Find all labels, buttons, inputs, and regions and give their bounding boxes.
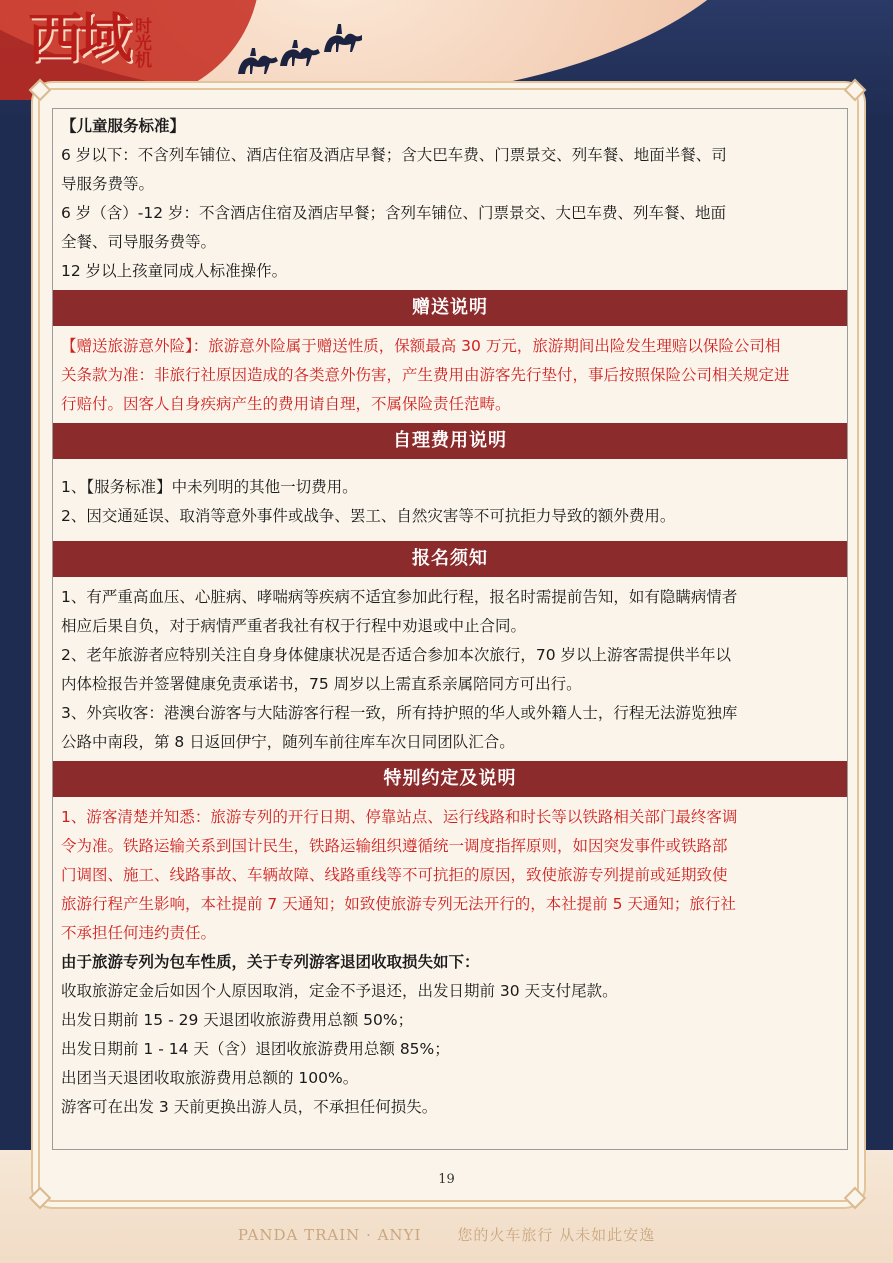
document-body: [53, 108, 847, 1122]
brand-logo: [28, 8, 150, 68]
logo-text: 西域: [28, 6, 128, 70]
section-title-signup: 报名须知: [53, 541, 847, 577]
paragraph-line: 行赔付。因客人自身疾病产生的费用请自理，不属保险责任范畴。: [61, 395, 511, 413]
paragraph-line: 2、老年旅游者应特别关注自身身体健康状况是否适合参加本次旅行，70 岁以上游客需提供半年以: [61, 646, 732, 664]
paragraph-line: 导服务费等。: [61, 175, 155, 193]
paragraph-line: 1、有严重高血压、心脏病、哮喘病等疾病不适宜参加此行程，报名时需提前告知，如有隐瞒病情者: [61, 588, 738, 606]
page-number: 19: [438, 1172, 455, 1187]
footer-brand: PANDA TRAIN · ANYI: [237, 1226, 422, 1244]
paragraph-line: 出发日期前 15 - 29 天退团收旅游费用总额 50%；: [61, 1011, 414, 1029]
paragraph-line: 【赠送旅游意外险】：旅游意外险属于赠送性质，保额最高 30 万元，旅游期间出险发生理赔以保险公司相: [61, 337, 781, 355]
paragraph-line: 出团当天退团收取旅游费用总额的 100%。: [61, 1069, 359, 1087]
paragraph-line: 3、外宾收客：港澳台游客与大陆游客行程一致，所有持护照的华人或外籍人士，行程无法游览独库: [61, 704, 738, 722]
paragraph-line: 令为准。铁路运输关系到国计民生，铁路运输组织遵循统一调度指挥原则，如因突发事件或铁路部: [61, 837, 728, 855]
footer: [0, 1224, 893, 1245]
paragraph-line: 1、游客清楚并知悉：旅游专列的开行日期、停靠站点、运行线路和时长等以铁路相关部门最终客调: [61, 808, 738, 826]
footer-slogan: 您的火车旅行 从未如此安逸: [457, 1226, 656, 1244]
section-title-self-pay: 自理费用说明: [53, 423, 847, 459]
paragraph-line: 6 岁（含）-12 岁：不含酒店住宿及酒店早餐；含列车铺位、门票景交、大巴车费、列车餐、地面: [61, 204, 727, 222]
paragraph-line: 不承担任何违约责任。: [61, 924, 217, 942]
child-standard-heading: 【儿童服务标准】: [61, 117, 186, 135]
paragraph-line: 全餐、司导服务费等。: [61, 233, 217, 251]
paragraph-line: 2、因交通延误、取消等意外事件或战争、罢工、自然灾害等不可抗拒力导致的额外费用。: [61, 507, 676, 525]
camel-caravan-icon: [232, 4, 362, 84]
paragraph-line: 12 岁以上孩童同成人标准操作。: [61, 262, 288, 280]
paragraph-line: 游客可在出发 3 天前更换出游人员，不承担任何损失。: [61, 1098, 438, 1116]
logo-subtitle: 时光机: [131, 17, 151, 68]
paragraph-line: 1、【服务标准】中未列明的其他一切费用。: [61, 478, 358, 496]
paragraph-line: 旅游行程产生影响，本社提前 7 天通知；如致使旅游专列无法开行的，本社提前 5 天通知；旅行社: [61, 895, 736, 913]
paragraph-line: 出发日期前 1 - 14 天（含）退团收旅游费用总额 85%；: [61, 1040, 450, 1058]
refund-policy-heading: 由于旅游专列为包车性质，关于专列游客退团收取损失如下：: [61, 953, 480, 971]
section-title-special: 特别约定及说明: [53, 761, 847, 797]
section-title-gift: 赠送说明: [53, 290, 847, 326]
paragraph-line: 相应后果自负，对于病情严重者我社有权于行程中劝退或中止合同。: [61, 617, 527, 635]
paragraph-line: 收取旅游定金后如因个人原因取消，定金不予退还，出发日期前 30 天支付尾款。: [61, 982, 618, 1000]
paragraph-line: 关条款为准：非旅行社原因造成的各类意外伤害，产生费用由游客先行垫付，事后按照保险公司相关规定进: [61, 366, 790, 384]
paragraph-line: 6 岁以下：不含列车铺位、酒店住宿及酒店早餐；含大巴车费、门票景交、列车餐、地面半餐、司: [61, 146, 727, 164]
paragraph-line: 公路中南段，第 8 日返回伊宁，随列车前往库车次日同团队汇合。: [61, 733, 515, 751]
paragraph-line: 内体检报告并签署健康免责承诺书，75 周岁以上需直系亲属陪同方可出行。: [61, 675, 582, 693]
paragraph-line: 门调图、施工、线路事故、车辆故障、线路重线等不可抗拒的原因，致使旅游专列提前或延期致使: [61, 866, 728, 884]
